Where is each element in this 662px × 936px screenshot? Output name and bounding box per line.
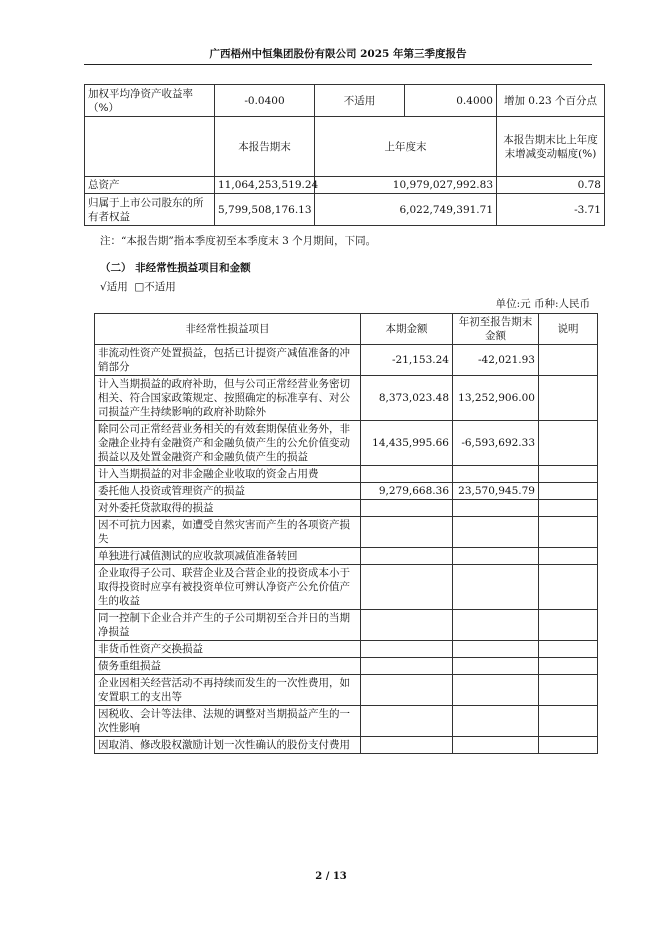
ytd-amount-cell [453,675,539,706]
total-assets-prior: 10,979,027,992.83 [315,177,497,194]
ytd-amount-cell [453,737,539,754]
table-row [95,641,598,658]
equity-current: 5,799,508,176.13 [215,194,315,226]
current-amount-cell [361,548,453,565]
current-amount-cell [361,675,453,706]
current-amount-cell: 14,435,995.66 [361,421,453,466]
current-amount-cell [361,610,453,641]
remark-cell [539,706,598,737]
current-amount-cell [361,658,453,675]
roe-row [85,85,605,117]
ytd-amount-cell [453,517,539,548]
not-applicable-unchecked: □不适用 [134,281,176,293]
current-amount-cell [361,565,453,610]
item-cell: 非流动性资产处置损益，包括已计提资产减值准备的冲销部分 [95,345,361,376]
page-header: 广西梧州中恒集团股份有限公司 2025 年第三季度报告 [84,46,592,65]
remark-cell [539,641,598,658]
current-amount-cell [361,466,453,483]
current-amount-cell: 9,279,668.36 [361,483,453,500]
table-row [95,548,598,565]
table-row [95,565,598,610]
current-end-header: 本报告期末 [215,117,315,177]
note-text: 注：“本报告期”指本季度初至本季度末 3 个月期间，下同。 [100,235,377,247]
item-cell: 单独进行减值测试的应收款项减值准备转回 [95,548,361,565]
remark-cell [539,565,598,610]
table-row [95,376,598,421]
table-row [95,737,598,754]
item-cell: 因不可抗力因素，如遭受自然灾害而产生的各项资产损失 [95,517,361,548]
remark-cell [539,675,598,706]
applicable-checked: √适用 [100,281,128,293]
total-assets-current: 11,064,253,519.24 [215,177,315,194]
roe-ytd-growth: 不适用 [315,85,405,117]
remark-cell [539,421,598,466]
remark-cell [539,658,598,675]
table-row [95,675,598,706]
key-financials-table [84,84,605,226]
item-header: 非经常性损益项目 [95,314,361,345]
page-number: 2 / 13 [315,871,347,882]
ytd-amount-cell: -42,021.93 [453,345,539,376]
section-title: （二） 非经常性损益项目和金额 [100,262,251,274]
change-header: 本报告期末比上年度末增减变动幅度(%) [497,117,605,177]
ytd-amount-cell [453,500,539,517]
item-cell: 因税收、会计等法律、法规的调整对当期损益产生的一次性影响 [95,706,361,737]
ytd-amount-cell: -6,593,692.33 [453,421,539,466]
unit-currency: 单位:元 币种:人民币 [495,298,590,310]
remark-cell [539,376,598,421]
table-row [95,483,598,500]
current-amount-cell: 8,373,023.48 [361,376,453,421]
remark-cell [539,610,598,641]
roe-prior: 0.4000 [405,85,497,117]
item-cell: 企业因相关经营活动不再持续而发生的一次性费用，如安置职工的支出等 [95,675,361,706]
remark-cell [539,500,598,517]
item-cell: 计入当期损益的政府补助，但与公司正常经营业务密切相关、符合国家政策规定、按照确定的标准享有、对公司损益产生持续影响的政府补助除外 [95,376,361,421]
table-row [95,421,598,466]
roe-label: 加权平均净资产收益率（%） [85,85,215,117]
remark-cell [539,548,598,565]
equity-row [85,194,605,226]
table-row [95,610,598,641]
total-assets-row [85,177,605,194]
ytd-amount-cell [453,610,539,641]
ytd-amount-cell [453,548,539,565]
roe-change: 增加 0.23 个百分点 [497,85,605,117]
table-row [95,345,598,376]
total-assets-change: 0.78 [497,177,605,194]
ytd-amount-cell: 13,252,906.00 [453,376,539,421]
ytd-amount-header: 年初至报告期末金额 [453,314,539,345]
item-cell: 非货币性资产交换损益 [95,641,361,658]
item-cell: 因取消、修改股权激励计划一次性确认的股份支付费用 [95,737,361,754]
table-row [95,500,598,517]
item-cell: 债务重组损益 [95,658,361,675]
remark-cell [539,517,598,548]
remark-cell [539,345,598,376]
remark-header: 说明 [539,314,598,345]
table-row [95,658,598,675]
equity-label: 归属于上市公司股东的所有者权益 [85,194,215,226]
current-amount-cell [361,517,453,548]
table-row [95,706,598,737]
current-amount-cell: -21,153.24 [361,345,453,376]
roe-current: -0.0400 [215,85,315,117]
current-amount-cell [361,706,453,737]
item-cell: 对外委托贷款取得的损益 [95,500,361,517]
current-amount-cell [361,641,453,658]
equity-prior: 6,022,749,391.71 [315,194,497,226]
item-cell: 同一控制下企业合并产生的子公司期初至合并日的当期净损益 [95,610,361,641]
ytd-amount-cell [453,641,539,658]
current-amount-cell [361,500,453,517]
table-row [95,466,598,483]
remark-cell [539,737,598,754]
ytd-amount-cell [453,466,539,483]
table2-header-row [95,314,598,345]
remark-cell [539,466,598,483]
current-amount-cell [361,737,453,754]
ytd-amount-cell [453,565,539,610]
ytd-amount-cell [453,658,539,675]
remark-cell [539,483,598,500]
item-cell: 委托他人投资或管理资产的损益 [95,483,361,500]
ytd-amount-cell [453,706,539,737]
header-row [85,117,605,177]
total-assets-label: 总资产 [85,177,215,194]
non-recurring-table [94,313,598,754]
current-amount-header: 本期金额 [361,314,453,345]
equity-change: -3.71 [497,194,605,226]
ytd-amount-cell: 23,570,945.79 [453,483,539,500]
prior-year-end-header: 上年度末 [315,117,497,177]
item-cell: 除同公司正常经营业务相关的有效套期保值业务外，非金融企业持有金融资产和金融负债产生的公允价值变动损益以及处置金融资产和金融负债产生的损益 [95,421,361,466]
item-cell: 计入当期损益的对非金融企业收取的资金占用费 [95,466,361,483]
item-cell: 企业取得子公司、联营企业及合营企业的投资成本小于取得投资时应享有被投资单位可辨认净资产公允价值产生的收益 [95,565,361,610]
table-row [95,517,598,548]
applicability [100,279,176,294]
